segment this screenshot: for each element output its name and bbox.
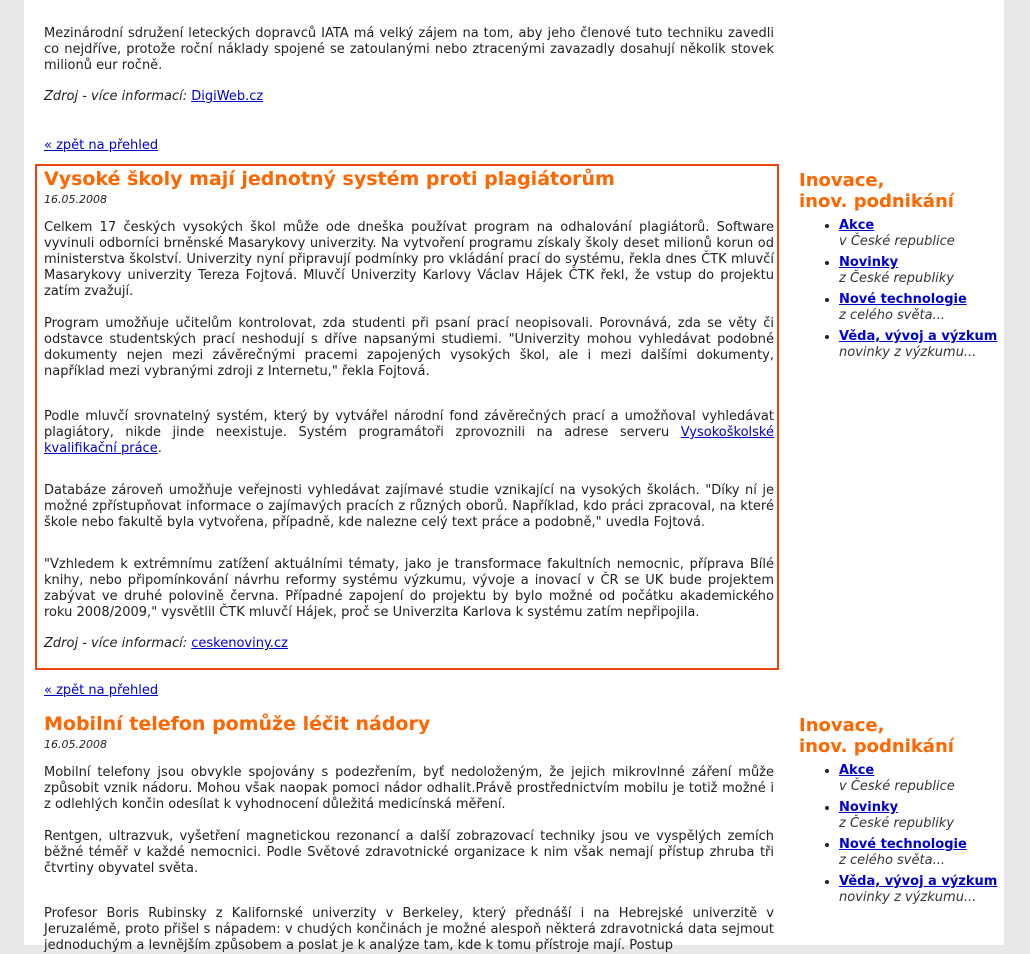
article-paragraph: Program umožňuje učitelům kontrolovat, zda studenti při psaní prací neopisovali. Porovnává, zda se věty či odstavce studentských prací neshodují s dříve napsanými studiemi. "Univerzity mohou vyhledávat podobné dokumenty nejen mezi závěrečnými pracemi zapojených vysokých škol, ale i mezi dalšími dokumenty, například mezi vybranými zdroji z Internetu," řekla Fojtová. <box>44 316 774 379</box>
article-date: 16.05.2008 <box>44 738 107 751</box>
sidebar-heading <box>799 170 999 212</box>
paragraph-text: . <box>157 441 162 456</box>
sidebar-link[interactable]: Nové technologie <box>839 837 967 852</box>
sidebar-subtitle: z celého světa... <box>839 853 945 868</box>
back-to-overview-link[interactable]: « zpět na přehled <box>44 683 159 698</box>
sidebar-item-novinky <box>839 800 999 832</box>
paragraph-text: Podle mluvčí srovnatelný systém, který by vytvářel národní fond závěrečných prací a umožňoval vyhledávat plagiátory, nikde jinde neexistuje. Systém programátoři zprovoznili na adrese serveru <box>44 409 774 440</box>
sidebar-subtitle: z České republiky <box>839 816 954 831</box>
vskp-link[interactable]: Vysokoškolské kvalifikační práce <box>44 425 774 456</box>
sidebar-heading <box>799 715 999 757</box>
sidebar-item-technologie <box>839 292 999 324</box>
sidebar-link[interactable]: Novinky <box>839 800 899 815</box>
source-label: Zdroj - více informací: <box>44 636 188 651</box>
sidebar-subtitle: v České republice <box>839 234 955 249</box>
article-title[interactable]: Vysoké školy mají jednotný systém proti plagiátorům <box>44 168 615 190</box>
sidebar-subtitle: z celého světa... <box>839 308 945 323</box>
source-link[interactable]: DigiWeb.cz <box>191 89 264 104</box>
source-link[interactable]: ceskenoviny.cz <box>191 636 288 651</box>
previous-article-tail <box>44 26 774 105</box>
sidebar-item-novinky <box>839 255 999 287</box>
back-to-overview-link[interactable]: « zpět na přehled <box>44 138 159 153</box>
source-label: Zdroj - více informací: <box>44 89 188 104</box>
sidebar-subtitle: novinky z výzkumu... <box>839 345 977 360</box>
sidebar-innovation <box>799 715 999 911</box>
article-paragraph: Mobilní telefony jsou obvykle spojovány s podezřením, byť nedoloženým, že jejich mikrovlnné záření může způsobit vznik nádoru. Mohou však naopak pomoci nádor odhalit.Právě prostřednictvím mobilu je totiž možné i z odlehlých končin odesílat k vyhodnocení důležitá medicínská měření. <box>44 765 774 812</box>
article-mobile <box>44 713 774 954</box>
sidebar-heading-line: Inovace, <box>799 170 885 191</box>
article-source <box>44 636 774 652</box>
sidebar-innovation <box>799 170 999 366</box>
sidebar-item-technologie <box>839 837 999 869</box>
sidebar-subtitle: novinky z výzkumu... <box>839 890 977 905</box>
sidebar-link[interactable]: Akce <box>839 763 875 778</box>
article-plagiarism <box>44 168 774 652</box>
article-paragraph: Profesor Boris Rubinsky z Kalifornské univerzity v Berkeley, který přednáší i na Hebrejské univerzitě v Jeruzalémě, proto přišel s nápadem: v chudých končinách je možné alespoň některá zdravotnická data sejmout jednoduchým a levnějším způsobem a poslat je k analýze tam, kde k tomu přístroje mají. Postup <box>44 906 774 953</box>
sidebar-heading-line: inov. podnikání <box>799 191 954 212</box>
article-paragraph: Celkem 17 českých vysokých škol může ode dneška používat program na odhalování plagiátorů. Software vyvinuli odborníci brněnské Masarykovy univerzity. Na vytvoření programu získaly školy deset milionů korun od ministerstva školství. Univerzity nyní připravují podmínky pro vkládání prací do systému, řekla dnes ČTK mluvčí Masarykovy univerzity Tereza Fojtová. Mluvčí Univerzity Karlovy Václav Hájek ČTK řekl, že vstup do projektu zatím zvažují. <box>44 220 774 299</box>
sidebar-subtitle: v České republice <box>839 779 955 794</box>
sidebar-link[interactable]: Akce <box>839 218 875 233</box>
sidebar-item-veda <box>839 874 999 906</box>
sidebar-link[interactable]: Novinky <box>839 255 899 270</box>
article-paragraph: "Vzhledem k extrémnímu zatížení aktuálními tématy, jako je transformace fakultních nemocnic, příprava Bílé knihy, nebo připomínkování návrhu reformy systému výzkumu, vývoje a inovací v ČR se UK bude projektem zabývat ve druhé polovině června. Případné zapojení do projektu by bylo možné od počátku akademického roku 2008/2009," vysvětlil ČTK mluvčí Hájek, proč se Univerzita Karlova k systému zatím nepřipojila. <box>44 557 774 620</box>
sidebar-heading-line: Inovace, <box>799 715 885 736</box>
sidebar-link[interactable]: Nové technologie <box>839 292 967 307</box>
page-content <box>24 0 1004 953</box>
sidebar-item-akce <box>839 218 999 250</box>
sidebar-list <box>799 218 999 361</box>
sidebar-heading-line: inov. podnikání <box>799 736 954 757</box>
sidebar-link[interactable]: Věda, vývoj a výzkum <box>839 874 998 889</box>
article-source <box>44 89 774 105</box>
article-date: 16.05.2008 <box>44 193 107 206</box>
article-paragraph: Rentgen, ultrazvuk, vyšetření magnetickou rezonancí a další zobrazovací techniky jsou ve vyspělých zemích běžné téměř v každé nemocnici. Podle Světové zdravotnické organizace k nim však nemají přístup zhruba tři čtvrtiny obyvatel světa. <box>44 829 774 876</box>
article-paragraph: Databáze zároveň umožňuje veřejnosti vyhledávat zajímavé studie vznikající na vysokých školách. "Díky ní je možné zpřístupňovat informace o zajímavých pracích z různých oborů. Například, kdo práci zpracoval, na které škole nebo fakultě byla vytvořena, případně, kde nalezne celý text práce a podobně," uvedla Fojtová. <box>44 483 774 530</box>
sidebar-subtitle: z České republiky <box>839 271 954 286</box>
article-paragraph: Mezinárodní sdružení leteckých dopravců IATA má velký zájem na tom, aby jeho členové tuto techniku zavedli co nejdříve, protože roční náklady spojené se zatoulanými nebo ztracenými zavazadly dosahují několik stovek milionů eur ročně. <box>44 26 774 73</box>
sidebar-item-akce <box>839 763 999 795</box>
article-paragraph <box>44 409 774 457</box>
article-title[interactable]: Mobilní telefon pomůže léčit nádory <box>44 713 431 735</box>
sidebar-list <box>799 763 999 906</box>
sidebar-link[interactable]: Věda, vývoj a výzkum <box>839 329 998 344</box>
sidebar-item-veda <box>839 329 999 361</box>
